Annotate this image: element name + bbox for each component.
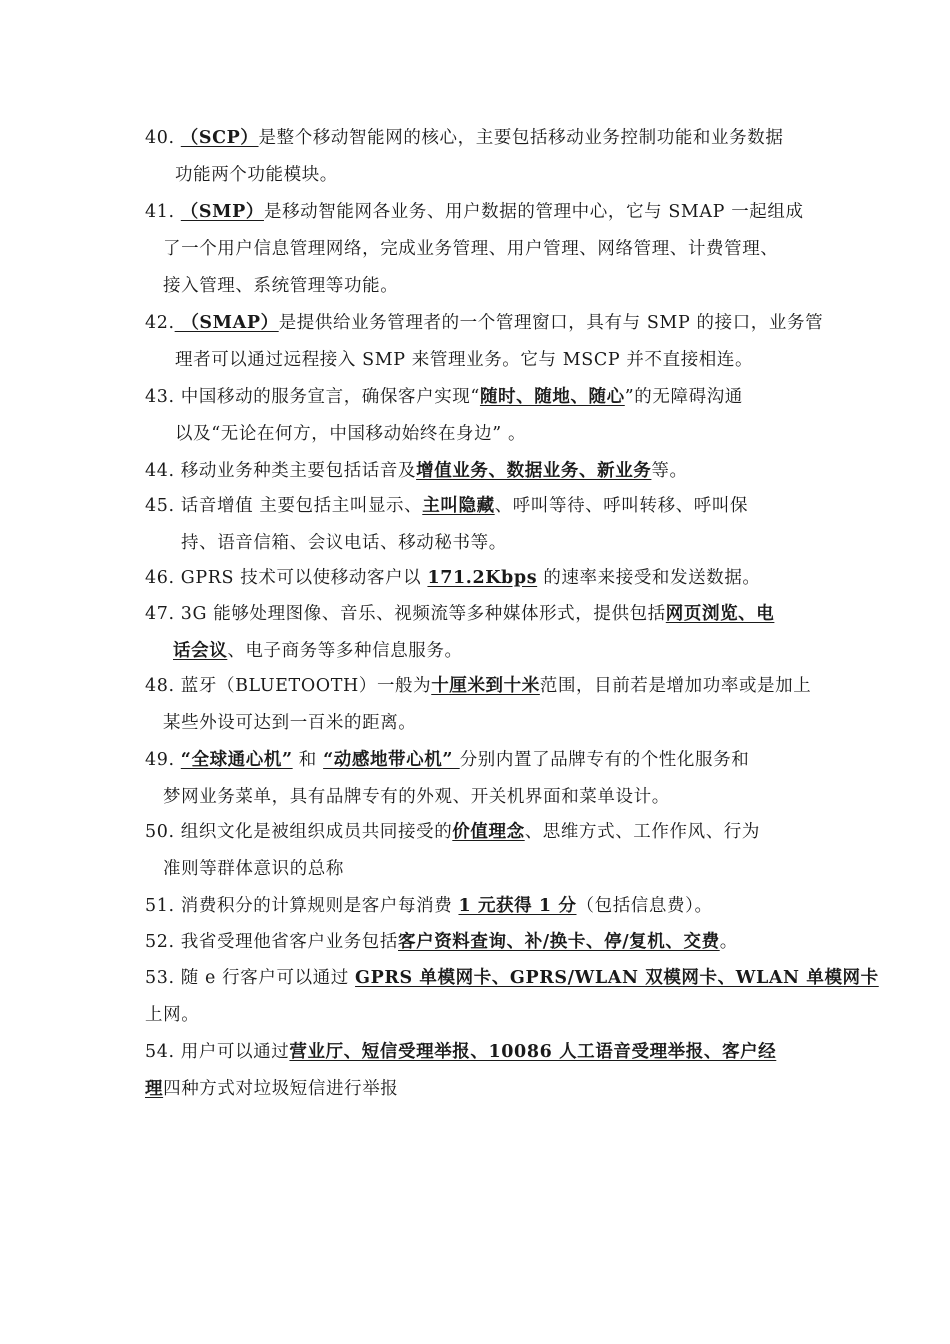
answer: 网页浏览、电 [665, 604, 775, 624]
item-line: 以及“无论在何方，中国移动始终在身边” 。 [175, 424, 527, 444]
answer: 随时、随地、随心 [479, 387, 625, 407]
item-line: 话会议、电子商务等多种信息服务。 [173, 641, 463, 661]
answer: GPRS 单模网卡、GPRS/WLAN 双模网卡、WLAN 单模网卡 [355, 968, 879, 988]
item-line: 48. 蓝牙（BLUETOOTH）一般为十厘米到十米范围，目前若是增加功率或是加上 [145, 676, 812, 696]
item-line: 51. 消费积分的计算规则是客户每消费 1 元获得 1 分（包括信息费）。 [145, 896, 713, 916]
answer: “全球通心机” [180, 750, 293, 770]
item-line: 上网。 [145, 1005, 200, 1025]
answer: “动感地带心机” [323, 750, 460, 770]
answer: 增值业务、数据业务、新业务 [416, 461, 652, 481]
answer: 十厘米到十米 [431, 676, 540, 696]
item-line: 准则等群体意识的总称 [163, 859, 344, 879]
item-line: 53. 随 e 行客户可以通过 GPRS 单模网卡、GPRS/WLAN 双模网卡、WLAN 单模网卡 [145, 968, 879, 988]
item-line: 了一个用户信息管理网络，完成业务管理、用户管理、网络管理、计费管理、 [163, 239, 779, 259]
answer: 客户资料查询、补/换卡、停/复机、交费 [398, 932, 720, 952]
item-line: 42. （SMAP）是提供给业务管理者的一个管理窗口，具有与 SMP 的接口，业务管 [145, 313, 824, 333]
answer: 主叫隐藏 [422, 496, 495, 516]
item-line: 梦网业务菜单，具有品牌专有的外观、开关机界面和菜单设计。 [163, 787, 670, 807]
item-line: 52. 我省受理他省客户业务包括客户资料查询、补/换卡、停/复机、交费。 [145, 932, 738, 952]
item-line: 50. 组织文化是被组织成员共同接受的价值理念、思维方式、工作作风、行为 [145, 822, 761, 842]
item-line: 接入管理、系统管理等功能。 [163, 276, 399, 296]
item-line: 45. 话音增值 主要包括主叫显示、主叫隐藏、呼叫等待、呼叫转移、呼叫保 [145, 496, 749, 516]
answer: 价值理念 [452, 822, 525, 842]
item-line: 49. “全球通心机” 和 “动感地带心机” 分别内置了品牌专有的个性化服务和 [145, 750, 750, 770]
item-line: 某些外设可达到一百米的距离。 [163, 713, 417, 733]
item-line: 54. 用户可以通过营业厅、短信受理举报、10086 人工语音受理举报、客户经 [145, 1042, 777, 1062]
answer: （SMAP） [174, 313, 279, 333]
item-line: 40. （SCP）是整个移动智能网的核心，主要包括移动业务控制功能和业务数据 [145, 128, 784, 148]
answer: （SCP） [180, 128, 259, 148]
answer: 营业厅、短信受理举报、10086 人工语音受理举报、客户经 [289, 1042, 777, 1062]
answer: 话会议 [173, 641, 228, 661]
item-line: 47. 3G 能够处理图像、音乐、视频流等多种媒体形式，提供包括网页浏览、电 [145, 604, 775, 624]
answer: 171.2Kbps [427, 568, 538, 588]
item-line: 理四种方式对垃圾短信进行举报 [145, 1079, 399, 1099]
answer: （SMP） [180, 202, 264, 222]
item-line: 功能两个功能模块。 [175, 165, 338, 185]
item-line: 43. 中国移动的服务宣言，确保客户实现“随时、随地、随心”的无障碍沟通 [145, 387, 743, 407]
item-line: 持、语音信箱、会议电话、移动秘书等。 [181, 533, 507, 553]
item-line: 46. GPRS 技术可以使移动客户以 171.2Kbps 的速率来接受和发送数据。 [145, 568, 761, 588]
item-line: 44. 移动业务种类主要包括话音及增值业务、数据业务、新业务等。 [145, 461, 688, 481]
item-line: 41. （SMP）是移动智能网各业务、用户数据的管理中心，它与 SMAP 一起组成 [145, 202, 804, 222]
item-line: 理者可以通过远程接入 SMP 来管理业务。它与 MSCP 并不直接相连。 [175, 350, 754, 370]
answer: 理 [145, 1079, 164, 1099]
answer: 1 元获得 1 分 [458, 896, 577, 916]
